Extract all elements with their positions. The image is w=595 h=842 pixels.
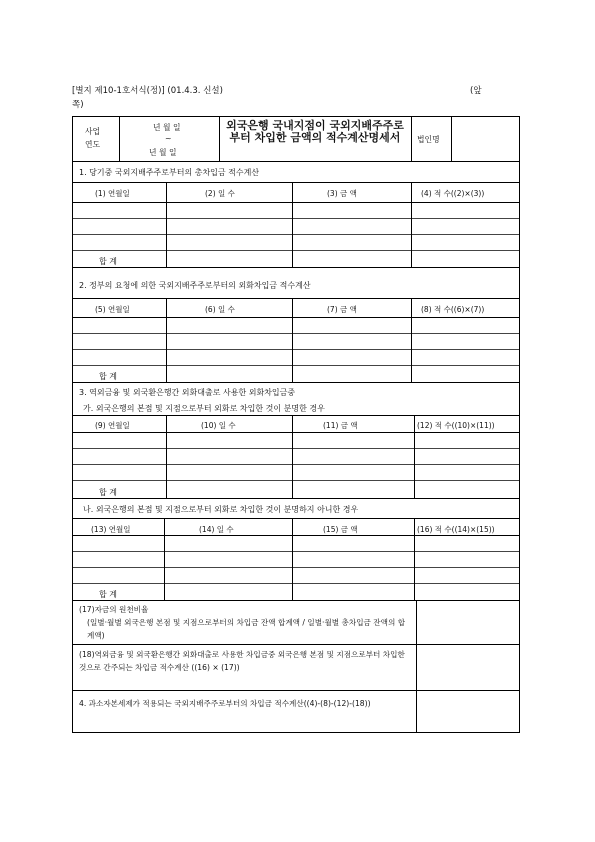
page-side-cont: 쪽) (72, 100, 84, 110)
s2-total: 합 계 (99, 372, 117, 381)
s1-col-sum: (4) 적 수((2)×(3)) (421, 189, 485, 198)
s2-col-sum: (8) 적 수((6)×(7)) (421, 305, 485, 314)
row-17-title: (17)자금의 원천비율 (79, 605, 149, 614)
section-2-heading: 2. 정부의 요청에 의한 국외지배주주로부터의 외화차입금 적수계산 (79, 281, 311, 290)
s4-col-days: (14) 일 수 (199, 525, 234, 534)
s1-col-date: (1) 연월일 (95, 189, 130, 198)
s3-col-days: (10) 일 수 (201, 421, 236, 430)
date-from[interactable]: 년 월 일 (153, 123, 181, 132)
s1-col-days: (2) 일 수 (205, 189, 235, 198)
year-label-2: 연도 (85, 140, 101, 149)
s2-col-date: (5) 연월일 (95, 305, 130, 314)
s1-total: 합 계 (99, 257, 117, 266)
section-3-subheading: 가. 외국은행의 본점 및 지점으로부터 외화로 차입한 것이 분명한 경우 (83, 404, 325, 413)
s4-col-date: (13) 연월일 (91, 525, 131, 534)
statement-form (72, 116, 520, 733)
s3-col-amount: (11) 금 액 (323, 421, 358, 430)
date-tilde: ~ (165, 134, 172, 143)
row-17-body: (일별·월별 외국은행 본점 및 지점으로부터의 차입금 잔액 합계액 / 일별·월별 총차입금 잔액의 합계액) (87, 618, 406, 640)
row-18-body: (18)역외금융 및 외국환은행간 외화대출로 사용한 차입금중 외국은행 본점 및 지점으로부터 차입한 것으로 간주되는 차입금 적수계산 ((16) × (17)) (79, 650, 405, 672)
row-4-body: 4. 과소자본세제가 적용되는 국외지배주주로부터의 차입금 적수계산((4)-(8)-(12)-(18)) (79, 699, 371, 708)
page-side: (앞 (470, 86, 482, 96)
s3-col-sum: (12) 적 수((10)×(11)) (417, 421, 495, 430)
s4-col-amount: (15) 금 액 (323, 525, 358, 534)
s4-col-sum: (16) 적 수((14)×(15)) (417, 525, 495, 534)
s4-total: 합 계 (99, 590, 117, 599)
form-number (72, 84, 512, 112)
corp-name-label: 법인명 (417, 135, 440, 144)
date-to[interactable]: 년 월 일 (149, 148, 177, 157)
s2-col-days: (6) 일 수 (205, 305, 235, 314)
s3-col-date: (9) 연월일 (95, 421, 130, 430)
s3-total: 합 계 (99, 488, 117, 497)
section-3-heading: 3. 역외금융 및 외국환은행간 외화대출로 사용한 외화차입금중 (79, 388, 296, 397)
form-title: 외국은행 국내지점이 국외지배주주로부터 차입한 금액의 적수계산명세서 (226, 119, 404, 144)
s2-col-amount: (7) 금 액 (327, 305, 357, 314)
s1-col-amount: (3) 금 액 (327, 189, 357, 198)
form-number-text: [별지 제10-1호서식(정)] (01.4.3. 신설) (72, 86, 223, 96)
section-4-heading: 나. 외국은행의 본점 및 지점으로부터 외화로 차입한 것이 분명하지 아니한 경우 (83, 505, 359, 514)
section-1-heading: 1. 당기중 국외지배주주로부터의 총차입금 적수계산 (79, 168, 260, 177)
year-label-1: 사업 (85, 127, 101, 136)
